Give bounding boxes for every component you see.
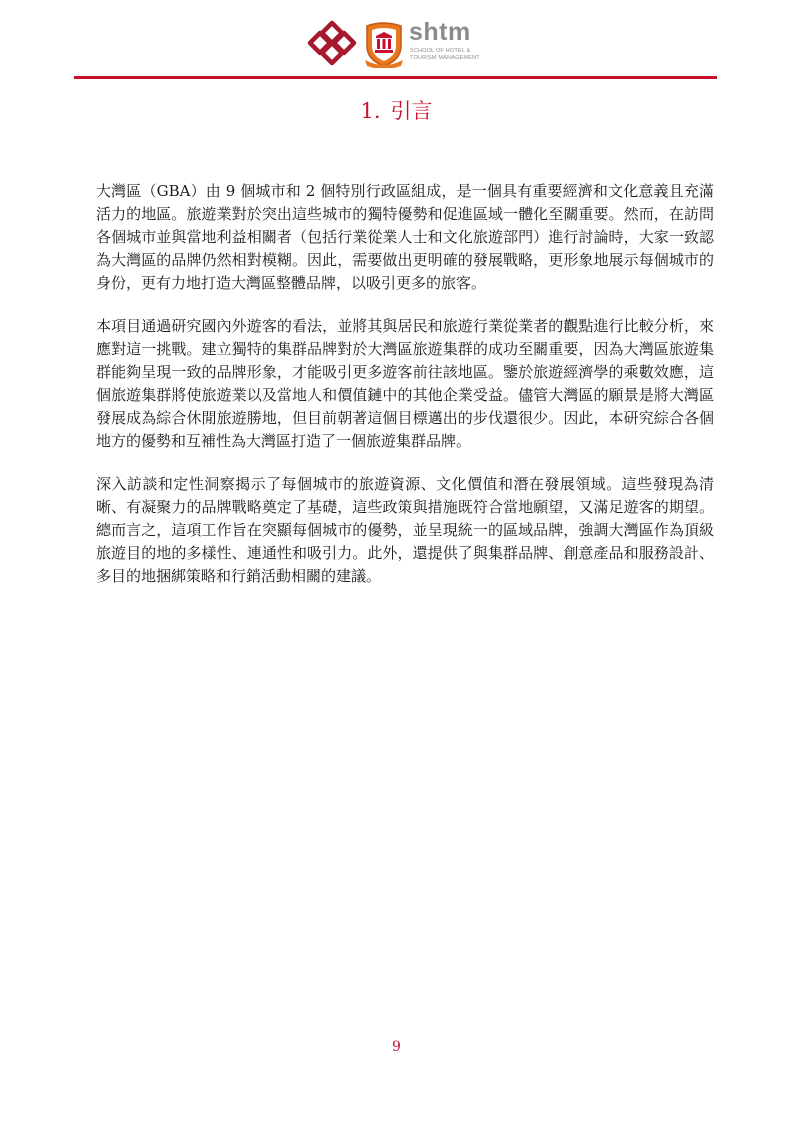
header-divider xyxy=(74,76,717,79)
section-title-text: 引言 xyxy=(390,99,433,123)
body-text xyxy=(96,180,714,608)
section-number: 1. xyxy=(360,99,381,123)
brand-subtitle xyxy=(410,48,500,62)
brand-subtitle-line-2: TOURISM MANAGEMENT xyxy=(410,55,480,61)
polyu-knot-icon xyxy=(307,20,357,66)
brand-wordmark: shtm xyxy=(409,18,471,46)
page-header xyxy=(0,18,793,70)
section-title xyxy=(0,96,793,126)
brand-subtitle-line-1: SCHOOL OF HOTEL & xyxy=(410,48,471,54)
paragraph-1: 大灣區（GBA）由 9 個城市和 2 個特別行政區組成，是一個具有重要經濟和文化意義且充滿活力的地區。旅遊業對於突出這些城市的獨特優勢和促進區域一體化至關重要。然而，在訪問各個城市並與當地利益相關者（包括行業從業人士和文化旅遊部門）進行討論時，大家一致認為大灣區的品牌仍然相對模糊。因此，需要做出更明確的發展戰略，更形象地展示每個城市的身份，更有力地打造大灣區整體品牌，以吸引更多的旅客。 xyxy=(96,182,714,292)
header-logos xyxy=(307,18,497,70)
university-crest-icon xyxy=(363,20,405,68)
paragraph-3: 深入訪談和定性洞察揭示了每個城市的旅遊資源、文化價值和潛在發展領域。這些發現為清晰、有凝聚力的品牌戰略奠定了基礎，這些政策與措施既符合當地願望，又滿足遊客的期望。總而言之，這項工作旨在突顯每個城市的優勢，並呈現統一的區域品牌，強調大灣區作為頂級旅遊目的地的多樣性、連通性和吸引力。此外，還提供了與集群品牌、創意產品和服務設計、多目的地捆綁策略和行銷活動相關的建議。 xyxy=(96,475,714,585)
page-number: 9 xyxy=(392,1039,401,1055)
paragraph-2: 本項目通過研究國內外遊客的看法，並將其與居民和旅遊行業從業者的觀點進行比較分析，來應對這一挑戰。建立獨特的集群品牌對於大灣區旅遊集群的成功至關重要，因為大灣區旅遊集群能夠呈現一致的品牌形象，才能吸引更多遊客前往該地區。鑒於旅遊經濟學的乘數效應，這個旅遊集群將使旅遊業以及當地人和價值鏈中的其他企業受益。儘管大灣區的願景是將大灣區發展成為綜合休閒旅遊勝地，但目前朝著這個目標邁出的步伐還很少。因此，本研究綜合各個地方的優勢和互補性為大灣區打造了一個旅遊集群品牌。 xyxy=(96,317,714,450)
